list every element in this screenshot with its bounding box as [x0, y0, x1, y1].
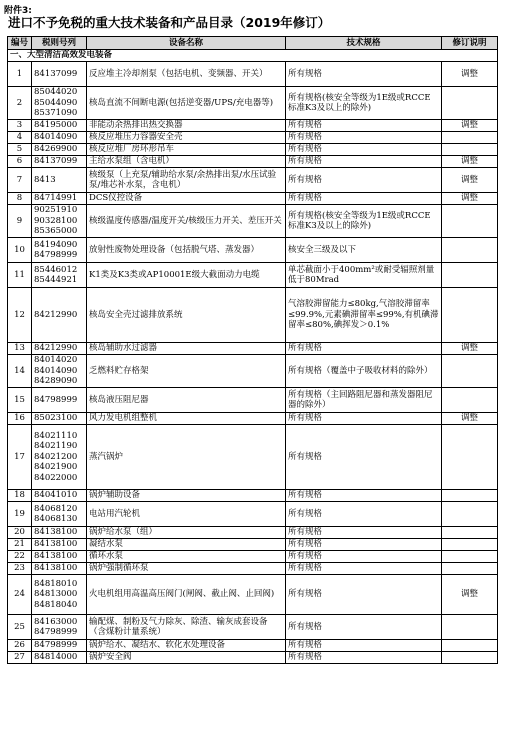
row-technical-spec: 所有规格(核安全等级为1E级或RCCE标准K3及以上的除外) [286, 87, 442, 120]
row-technical-spec: 单芯截面小于400mm²或耐受辐照剂量低于80Mrad [286, 263, 442, 288]
row-revision-note [442, 388, 498, 413]
row-revision-note [442, 652, 498, 664]
row-number: 16 [8, 413, 32, 425]
row-revision-note [442, 132, 498, 144]
row-technical-spec: 所有规格 [286, 343, 442, 355]
row-equipment-name: 电站用汽轮机 [87, 502, 286, 527]
row-technical-spec: 所有规格 [286, 527, 442, 539]
row-revision-note: 调整 [442, 62, 498, 87]
attachment-label: 附件3: [4, 6, 32, 16]
row-equipment-name: 蒸汽锅炉 [87, 425, 286, 490]
table-row [8, 563, 498, 575]
row-technical-spec: 核安全三级及以下 [286, 238, 442, 263]
table-row [8, 652, 498, 664]
row-technical-spec: 所有规格 [286, 575, 442, 615]
row-revision-note [442, 490, 498, 502]
row-tariff-code: 84138100 [32, 563, 87, 575]
table-row [8, 132, 498, 144]
row-revision-note [442, 263, 498, 288]
row-number: 18 [8, 490, 32, 502]
table-row [8, 575, 498, 615]
row-technical-spec: 所有规格 [286, 640, 442, 652]
table-row [8, 156, 498, 168]
row-revision-note [442, 551, 498, 563]
row-number: 5 [8, 144, 32, 156]
row-tariff-code: 84041010 [32, 490, 87, 502]
row-technical-spec: 所有规格 [286, 193, 442, 205]
row-equipment-name: K1类及K3类或AP10001E级大截面动力电缆 [87, 263, 286, 288]
row-equipment-name: 反应堆主冷却剂泵（包括电机、变频器、开关） [87, 62, 286, 87]
table-row [8, 62, 498, 87]
row-equipment-name: 核岛辅助水过滤器 [87, 343, 286, 355]
row-tariff-code: 84212990 [32, 288, 87, 343]
table-row [8, 502, 498, 527]
row-technical-spec: 所有规格（覆盖中子吸收材料的除外） [286, 355, 442, 388]
row-technical-spec: 所有规格 [286, 132, 442, 144]
row-number: 9 [8, 205, 32, 238]
row-tariff-code: 84195000 [32, 120, 87, 132]
row-number: 6 [8, 156, 32, 168]
row-equipment-name: 乏燃料贮存格架 [87, 355, 286, 388]
row-tariff-code: 84163000 84798999 [32, 615, 87, 640]
table-row [8, 425, 498, 490]
row-equipment-name: 核反应堆厂房环形吊车 [87, 144, 286, 156]
row-number: 14 [8, 355, 32, 388]
row-number: 22 [8, 551, 32, 563]
row-tariff-code: 84798999 [32, 640, 87, 652]
row-number: 7 [8, 168, 32, 193]
row-technical-spec: 所有规格 [286, 120, 442, 132]
row-revision-note [442, 144, 498, 156]
row-number: 23 [8, 563, 32, 575]
row-equipment-name: DCS仪控设备 [87, 193, 286, 205]
row-revision-note [442, 425, 498, 490]
row-number: 1 [8, 62, 32, 87]
row-number: 2 [8, 87, 32, 120]
row-number: 10 [8, 238, 32, 263]
row-tariff-code: 90251910 90328100 85365000 [32, 205, 87, 238]
row-tariff-code: 84814000 [32, 652, 87, 664]
row-tariff-code: 84269900 [32, 144, 87, 156]
row-tariff-code: 84818010 84813000 84818040 [32, 575, 87, 615]
row-equipment-name: 锅炉给水泵（组） [87, 527, 286, 539]
row-tariff-code: 84714991 [32, 193, 87, 205]
row-equipment-name: 凝结水泵 [87, 539, 286, 551]
row-equipment-name: 核级泵（上充泵/辅助给水泵/余热排出泵/水压试验泵/堆芯补水泵，含电机） [87, 168, 286, 193]
row-equipment-name: 核级温度传感器/温度开关/核级压力开关、差压开关 [87, 205, 286, 238]
row-number: 15 [8, 388, 32, 413]
row-number: 12 [8, 288, 32, 343]
row-technical-spec: 所有规格(核安全等级为1E级或RCCE标准K3及以上的除外) [286, 205, 442, 238]
table-row [8, 144, 498, 156]
row-tariff-code: 85446012 85444921 [32, 263, 87, 288]
row-revision-note [442, 87, 498, 120]
row-revision-note: 调整 [442, 156, 498, 168]
row-tariff-code: 84068120 84068130 [32, 502, 87, 527]
row-tariff-code: 84014020 84014090 84289090 [32, 355, 87, 388]
row-revision-note [442, 640, 498, 652]
table-row [8, 87, 498, 120]
row-revision-note: 调整 [442, 120, 498, 132]
row-technical-spec: 所有规格 [286, 425, 442, 490]
row-technical-spec: 所有规格 [286, 539, 442, 551]
row-technical-spec: 所有规格 [286, 156, 442, 168]
row-number: 11 [8, 263, 32, 288]
table-header-row [8, 37, 498, 50]
row-revision-note: 调整 [442, 413, 498, 425]
row-equipment-name: 锅炉给水、凝结水、软化水处理设备 [87, 640, 286, 652]
row-number: 13 [8, 343, 32, 355]
table-row [8, 640, 498, 652]
row-equipment-name: 非能动余热排出热交换器 [87, 120, 286, 132]
row-tariff-code: 8413 [32, 168, 87, 193]
row-tariff-code: 84137099 [32, 62, 87, 87]
table-row [8, 551, 498, 563]
table-row [8, 490, 498, 502]
header-spec: 技术规格 [286, 37, 442, 50]
table-row [8, 288, 498, 343]
row-revision-note [442, 238, 498, 263]
table-row [8, 343, 498, 355]
table-row [8, 238, 498, 263]
row-number: 26 [8, 640, 32, 652]
row-equipment-name: 风力发电机组整机 [87, 413, 286, 425]
row-technical-spec: 所有规格 [286, 615, 442, 640]
row-revision-note [442, 355, 498, 388]
table-row [8, 193, 498, 205]
row-equipment-name: 火电机组用高温高压阀门(闸阀、截止阀、止回阀) [87, 575, 286, 615]
row-tariff-code: 84137099 [32, 156, 87, 168]
row-revision-note [442, 527, 498, 539]
row-number: 4 [8, 132, 32, 144]
row-equipment-name: 核反应堆压力容器安全壳 [87, 132, 286, 144]
table-row [8, 539, 498, 551]
table-row [8, 355, 498, 388]
page-title: 进口不予免税的重大技术装备和产品目录（2019年修订） [8, 15, 331, 30]
row-revision-note [442, 563, 498, 575]
row-equipment-name: 放射性废物处理设备（包括脱气塔、蒸发器） [87, 238, 286, 263]
row-equipment-name: 核岛安全壳过滤排放系统 [87, 288, 286, 343]
row-tariff-code: 85023100 [32, 413, 87, 425]
table-row [8, 413, 498, 425]
row-equipment-name: 核岛液压阻尼器 [87, 388, 286, 413]
row-tariff-code: 84014090 [32, 132, 87, 144]
row-number: 3 [8, 120, 32, 132]
row-equipment-name: 主给水泵组（含电机） [87, 156, 286, 168]
row-technical-spec: 所有规格 [286, 563, 442, 575]
row-technical-spec: 所有规格 [286, 551, 442, 563]
row-equipment-name: 循环水泵 [87, 551, 286, 563]
row-technical-spec: 所有规格 [286, 652, 442, 664]
table-row [8, 205, 498, 238]
row-technical-spec: 所有规格 [286, 62, 442, 87]
table-row [8, 263, 498, 288]
table-row [8, 615, 498, 640]
row-number: 8 [8, 193, 32, 205]
row-tariff-code: 84138100 [32, 539, 87, 551]
row-equipment-name: 核岛直流不间断电源(包括逆变器/UPS/充电器等) [87, 87, 286, 120]
row-revision-note: 调整 [442, 193, 498, 205]
row-equipment-name: 输配煤、制粉及气力除灰、除渣、输灰成套设备（含煤粉计量系统） [87, 615, 286, 640]
row-technical-spec: 气溶胶滞留能力≤80kg,气溶胶滞留率≤99.9%,元素碘滞留率≤99%,有机碘滞留率≤80%,碘挥发＞0.1% [286, 288, 442, 343]
row-technical-spec: 所有规格 [286, 502, 442, 527]
row-revision-note: 调整 [442, 168, 498, 193]
row-equipment-name: 锅炉安全阀 [87, 652, 286, 664]
row-revision-note: 调整 [442, 575, 498, 615]
row-number: 17 [8, 425, 32, 490]
row-tariff-code: 84021110 84021190 84021200 84021900 84022000 [32, 425, 87, 490]
row-tariff-code: 84138100 [32, 551, 87, 563]
header-name: 设备名称 [87, 37, 286, 50]
row-tariff-code: 84138100 [32, 527, 87, 539]
row-equipment-name: 锅炉强制循环泵 [87, 563, 286, 575]
row-number: 24 [8, 575, 32, 615]
table-row [8, 388, 498, 413]
row-revision-note [442, 539, 498, 551]
table-row [8, 120, 498, 132]
header-code: 税则号列 [32, 37, 87, 50]
row-number: 20 [8, 527, 32, 539]
row-number: 21 [8, 539, 32, 551]
table-row [8, 168, 498, 193]
row-revision-note [442, 615, 498, 640]
catalog-table [7, 36, 498, 664]
row-number: 25 [8, 615, 32, 640]
section-title: 一、大型清洁高效发电装备 [8, 50, 498, 62]
row-revision-note [442, 502, 498, 527]
row-technical-spec: 所有规格 [286, 144, 442, 156]
row-technical-spec: 所有规格 [286, 490, 442, 502]
row-revision-note [442, 205, 498, 238]
row-tariff-code: 84194090 84798999 [32, 238, 87, 263]
row-revision-note: 调整 [442, 343, 498, 355]
row-technical-spec: 所有规格 [286, 413, 442, 425]
header-revision: 修订说明 [442, 37, 498, 50]
row-revision-note [442, 288, 498, 343]
row-tariff-code: 84212990 [32, 343, 87, 355]
row-number: 19 [8, 502, 32, 527]
header-no: 编号 [8, 37, 32, 50]
row-technical-spec: 所有规格（主回路阻尼器和蒸发器阻尼器的除外） [286, 388, 442, 413]
table-row [8, 527, 498, 539]
row-equipment-name: 锅炉辅助设备 [87, 490, 286, 502]
row-number: 27 [8, 652, 32, 664]
row-technical-spec: 所有规格 [286, 168, 442, 193]
row-tariff-code: 85044020 85044090 85371090 [32, 87, 87, 120]
section-row [8, 50, 498, 62]
row-tariff-code: 84798999 [32, 388, 87, 413]
